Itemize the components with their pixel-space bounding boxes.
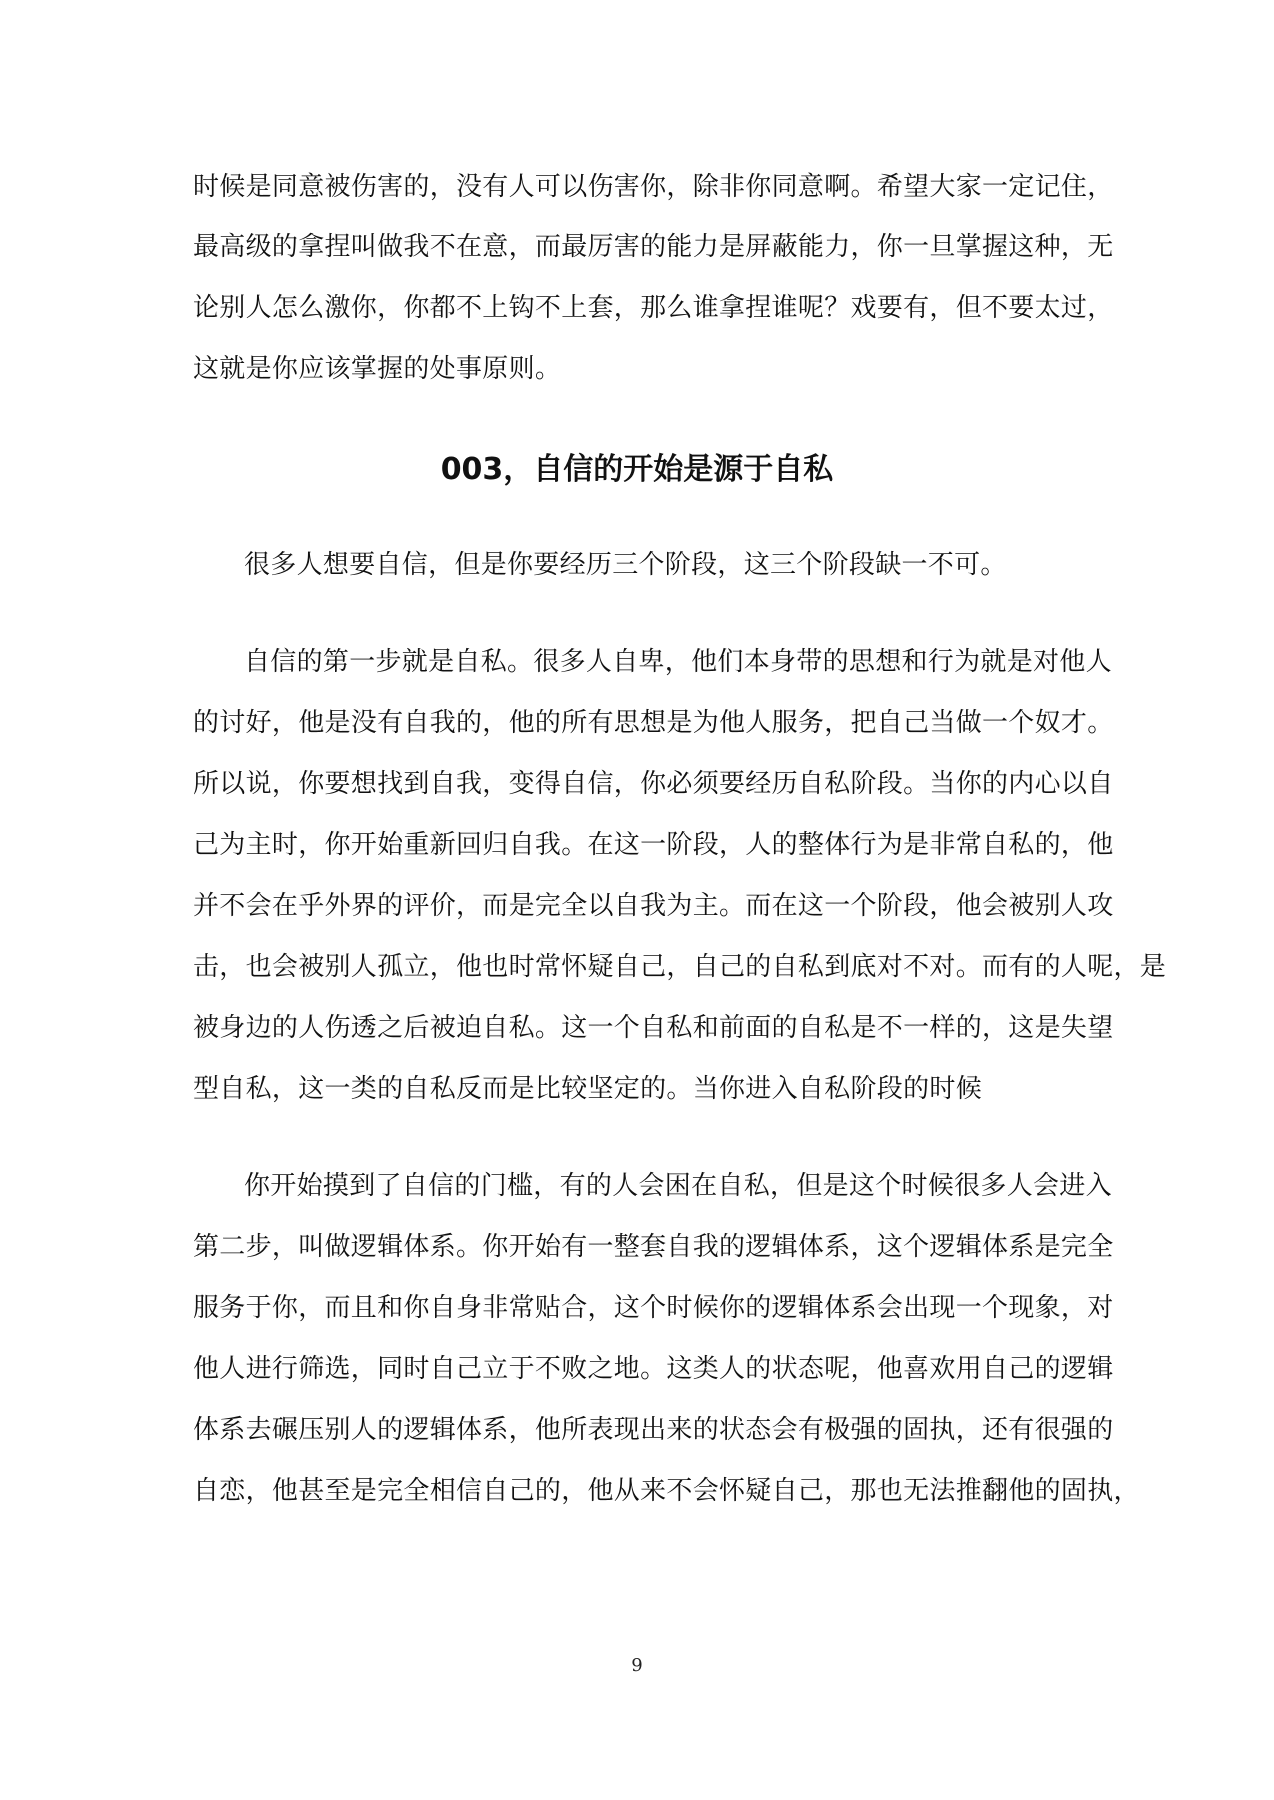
body-text-line: 论别人怎么激你，你都不上钩不上套，那么谁拿捏谁呢？戏要有，但不要太过， bbox=[193, 293, 1114, 323]
section-title: 003，自信的开始是源于自私 bbox=[440, 452, 834, 487]
body-text-line: 这就是你应该掌握的处事原则。 bbox=[193, 354, 562, 384]
body-text-line: 所以说，你要想找到自我，变得自信，你必须要经历自私阶段。当你的内心以自 bbox=[193, 769, 1114, 799]
body-text-line: 被身边的人伤透之后被迫自私。这一个自私和前面的自私是不一样的，这是失望 bbox=[193, 1013, 1114, 1043]
body-text-line: 他人进行筛选，同时自己立于不败之地。这类人的状态呢，他喜欢用自己的逻辑 bbox=[193, 1354, 1114, 1384]
body-text-line: 最高级的拿捏叫做我不在意，而最厉害的能力是屏蔽能力，你一旦掌握这种，无 bbox=[193, 232, 1114, 262]
body-text-line: 型自私，这一类的自私反而是比较坚定的。当你进入自私阶段的时候 bbox=[193, 1074, 983, 1104]
body-text-line: 体系去碾压别人的逻辑体系，他所表现出来的状态会有极强的固执，还有很强的 bbox=[193, 1415, 1114, 1445]
body-text-line: 击，也会被别人孤立，他也时常怀疑自己，自己的自私到底对不对。而有的人呢，是 bbox=[193, 952, 1167, 982]
body-text-line: 并不会在乎外界的评价，而是完全以自我为主。而在这一个阶段，他会被别人攻 bbox=[193, 891, 1114, 921]
body-text-line: 己为主时，你开始重新回归自我。在这一阶段，人的整体行为是非常自私的，他 bbox=[193, 830, 1114, 860]
body-text-line: 服务于你，而且和你自身非常贴合，这个时候你的逻辑体系会出现一个现象，对 bbox=[193, 1293, 1114, 1323]
page-number: 9 bbox=[631, 1655, 643, 1676]
body-text-line: 第二步，叫做逻辑体系。你开始有一整套自我的逻辑体系，这个逻辑体系是完全 bbox=[193, 1232, 1114, 1262]
body-text-line: 你开始摸到了自信的门槛，有的人会困在自私，但是这个时候很多人会进入 bbox=[244, 1171, 1112, 1201]
body-text-line: 自信的第一步就是自私。很多人自卑，他们本身带的思想和行为就是对他人 bbox=[244, 647, 1112, 677]
paragraph-one: 很多人想要自信，但是你要经历三个阶段，这三个阶段缺一不可。 bbox=[244, 550, 1007, 580]
body-text-line: 时候是同意被伤害的，没有人可以伤害你，除非你同意啊。希望大家一定记住， bbox=[193, 172, 1114, 202]
body-text-line: 自恋，他甚至是完全相信自己的，他从来不会怀疑自己，那也无法推翻他的固执， bbox=[193, 1476, 1140, 1506]
body-text-line: 的讨好，他是没有自我的，他的所有思想是为他人服务，把自己当做一个奴才。 bbox=[193, 708, 1114, 738]
